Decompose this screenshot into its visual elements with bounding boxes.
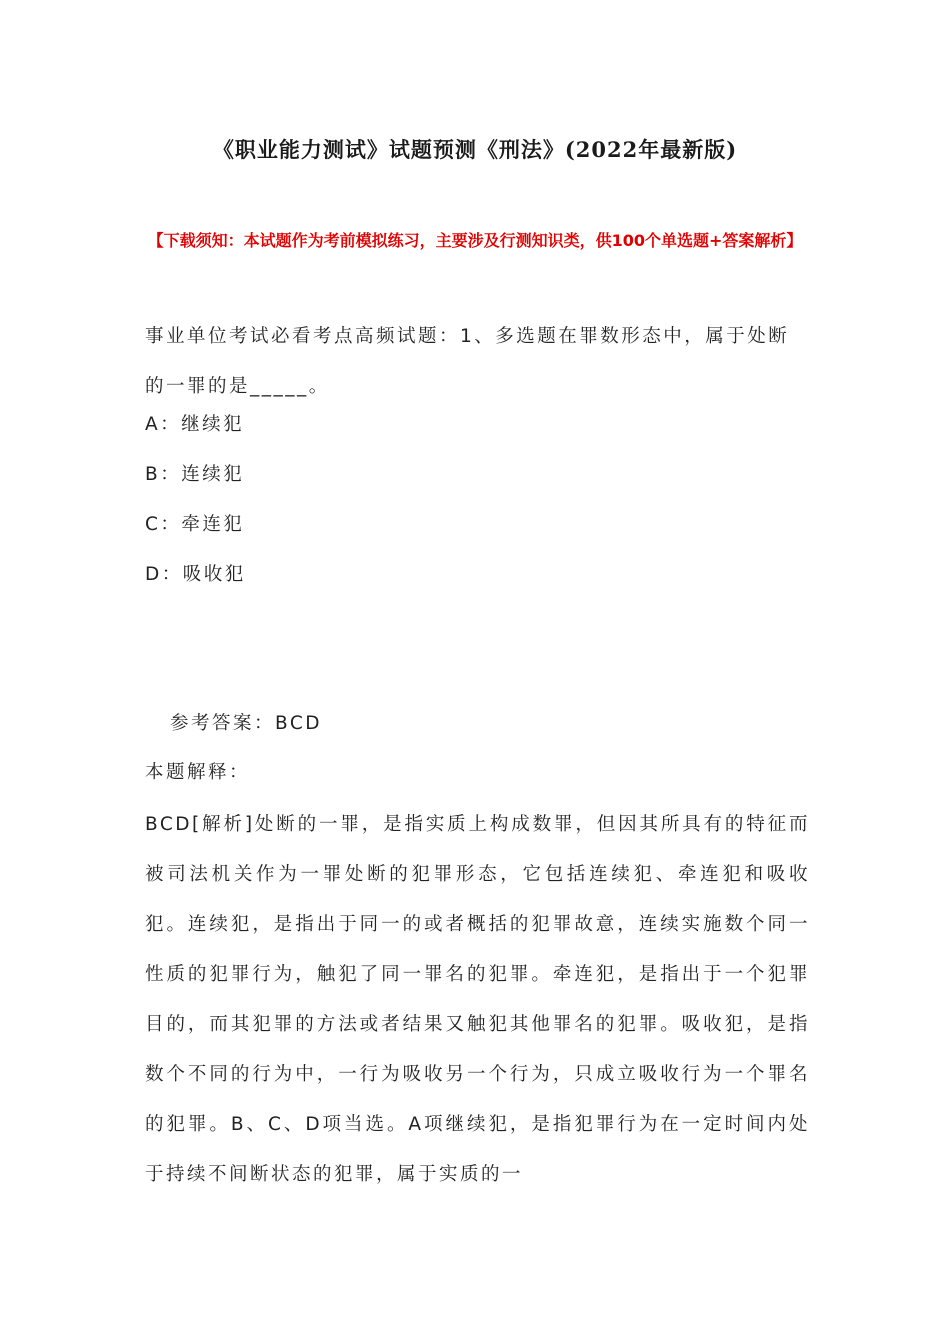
explanation-text: BCD[解析]处断的一罪，是指实质上构成数罪，但因其所具有的特征而被司法机关作为一罪处断的犯罪形态，它包括连续犯、牵连犯和吸收犯。连续犯，是指出于同一的或者概括的犯罪故意，连续实施数个同一性质的犯罪行为，触犯了同一罪名的犯罪。牵连犯，是指出于一个犯罪目的，而其犯罪的方法或者结果又触犯其他罪名的犯罪。吸收犯，是指数个不同的行为中，一行为吸收另一个行为，只成立吸收行为一个罪名的犯罪。B、C、D项当选。A项继续犯，是指犯罪行为在一定时间内处于持续不间断状态的犯罪，属于实质的一 — [145, 814, 810, 1185]
question-text: 事业单位考试必看考点高频试题：1、多选题在罪数形态中，属于处断的一罪的是_____。 — [145, 326, 790, 397]
option-a: A：继续犯 — [145, 414, 245, 435]
download-notice: 【下载须知：本试题作为考前模拟练习，主要涉及行测知识类，供100个单选题+答案解析】 — [147, 231, 803, 250]
document-title: 《职业能力测试》试题预测《刑法》(2022年最新版) — [212, 137, 738, 162]
reference-answer: 参考答案：BCD — [170, 713, 323, 734]
option-b: B：连续犯 — [145, 464, 245, 485]
explanation-heading: 本题解释： — [145, 762, 251, 783]
option-d: D：吸收犯 — [145, 564, 246, 585]
option-c: C：牵连犯 — [145, 514, 245, 535]
